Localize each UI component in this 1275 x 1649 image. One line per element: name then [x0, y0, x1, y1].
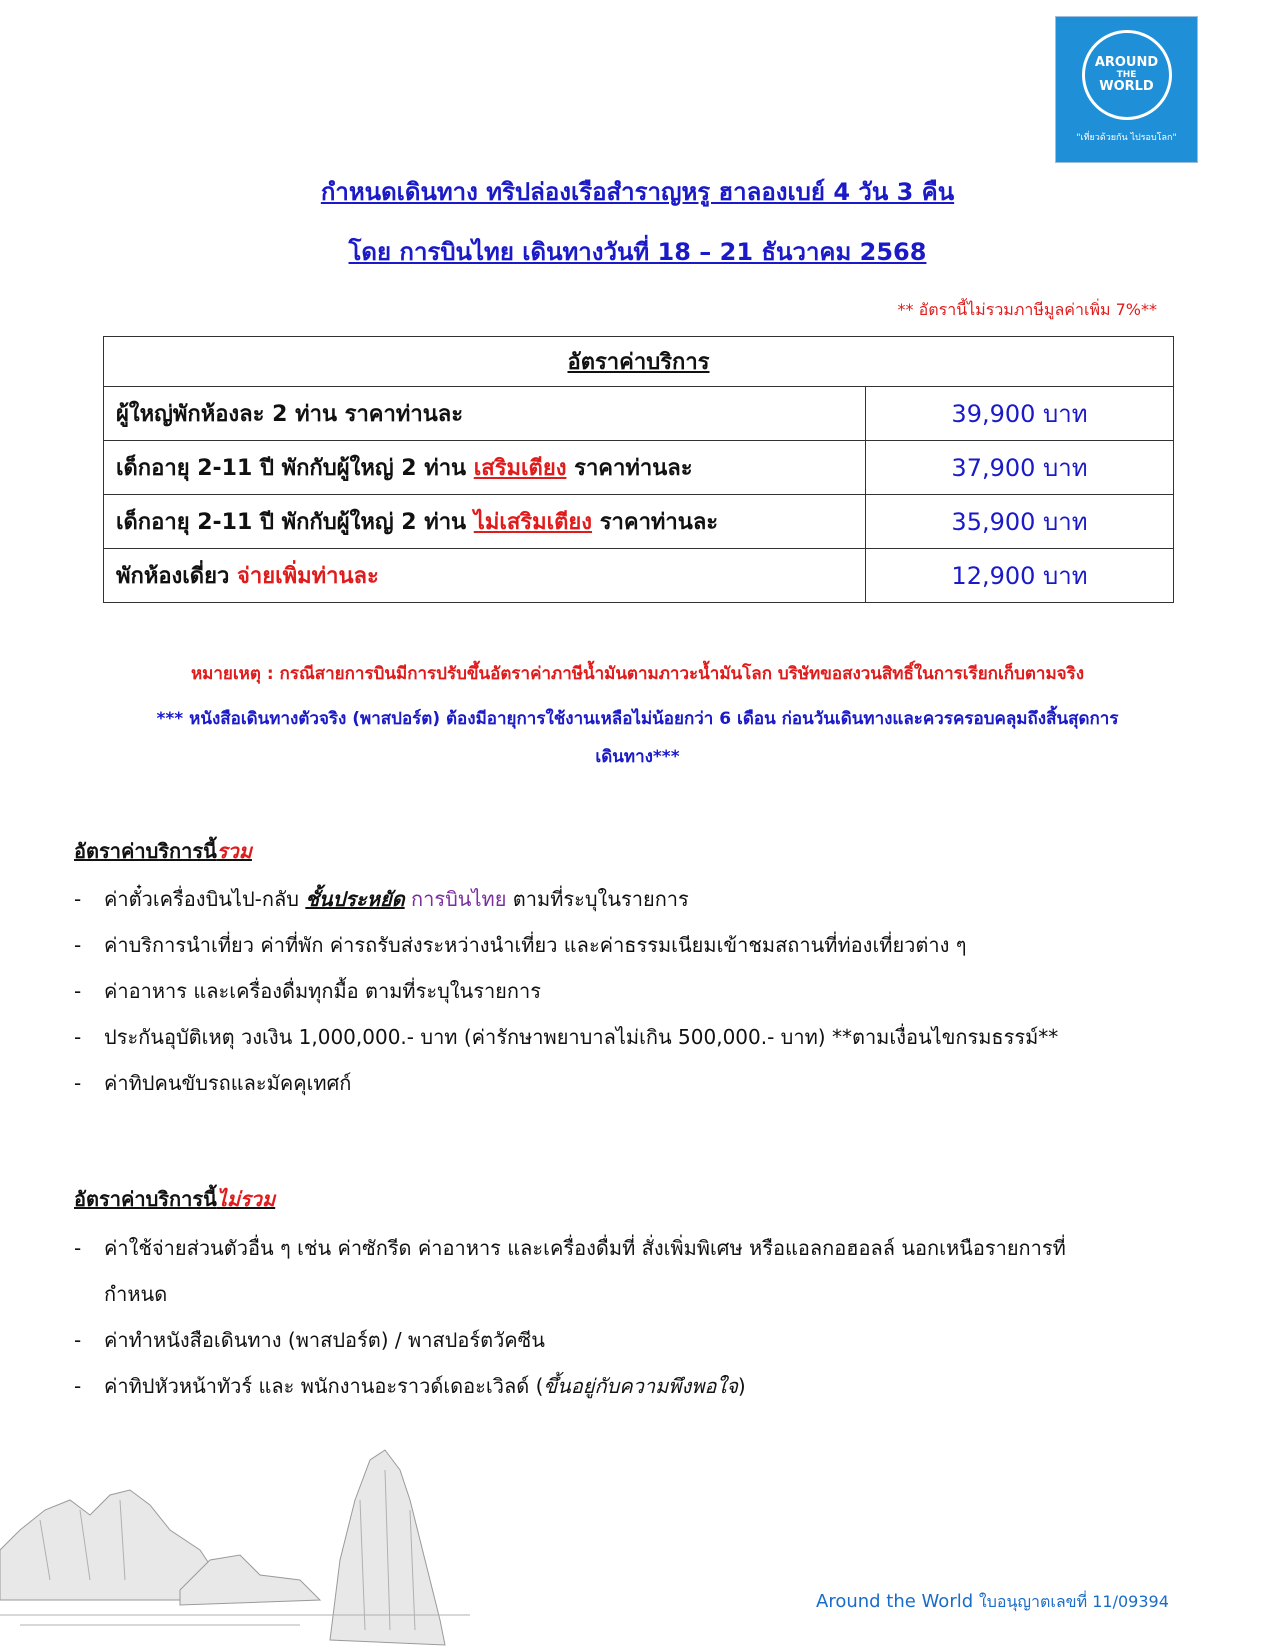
rate-row: [104, 441, 1174, 495]
excluded-heading: อัตราค่าบริการนี้ไม่รวม: [74, 1187, 276, 1211]
rate-label: เด็กอายุ 2-11 ปี พักกับผู้ใหญ่ 2 ท่าน ไม่เสริมเตียง ราคาท่านละ: [104, 495, 866, 549]
list-item: - ค่าใช้จ่ายส่วนตัวอื่น ๆ เช่น ค่าซักรีด ค่าอาหาร และเครื่องดื่มที่ สั่งเพิ่มพิเศษ หรือแอลกอฮอลล์ นอกเหนือรายการที่ กำหนด: [74, 1225, 1184, 1317]
rate-label: พักห้องเดี่ยว จ่ายเพิ่มท่านละ: [104, 549, 866, 603]
rates-header: อัตราค่าบริการ: [104, 337, 1174, 387]
rate-row: [104, 549, 1174, 603]
included-list: [74, 876, 1184, 1106]
rate-price: 37,900 บาท: [866, 441, 1174, 495]
page-title: กำหนดเดินทาง ทริปล่องเรือสำราญหรู ฮาลองเบย์ 4 วัน 3 คืน: [320, 178, 955, 206]
rate-row: [104, 495, 1174, 549]
list-item: - ค่าตั๋วเครื่องบินไป-กลับ ชั้นประหยัด การบินไทย ตามที่ระบุในรายการ: [74, 876, 1184, 922]
list-item: - ค่าทิปหัวหน้าทัวร์ และ พนักงานอะราวด์เดอะเวิลด์ (ขึ้นอยู่กับความพึงพอใจ): [74, 1363, 1184, 1409]
rate-label: เด็กอายุ 2-11 ปี พักกับผู้ใหญ่ 2 ท่าน เสริมเตียง ราคาท่านละ: [104, 441, 866, 495]
list-item: - ค่าอาหาร และเครื่องดื่มทุกมื้อ ตามที่ระบุในรายการ: [74, 968, 1184, 1014]
globe-icon: [1082, 30, 1172, 120]
footer-license: Around the World ใบอนุญาตเลขที่ 11/09394: [816, 1591, 1169, 1612]
logo-text-the: THE: [1116, 69, 1137, 80]
rate-label: ผู้ใหญ่พักห้องละ 2 ท่าน ราคาท่านละ: [104, 387, 866, 441]
rate-price: 39,900 บาท: [866, 387, 1174, 441]
logo-text-around: AROUND: [1094, 54, 1159, 70]
company-logo: [1055, 16, 1198, 163]
list-item: - ประกันอุบัติเหตุ วงเงิน 1,000,000.- บาท (ค่ารักษาพยาบาลไม่เกิน 500,000.- บาท) **ตามเงื่อนไขกรมธรรม์**: [74, 1014, 1184, 1060]
no-extra-bed-label: ไม่เสริมเตียง: [473, 510, 593, 535]
list-item: - ค่าทิปคนขับรถและมัคคุเทศก์: [74, 1060, 1184, 1106]
passport-remark: *** หนังสือเดินทางตัวจริง (พาสปอร์ต) ต้องมีอายุการใช้งานเหลือไม่น้อยกว่า 6 เดือน ก่อนวันเดินทางและควรครอบคลุมถึงสิ้นสุดการ เดินทาง***: [156, 709, 1119, 767]
list-item: - ค่าทำหนังสือเดินทาง (พาสปอร์ต) / พาสปอร์ตวัคซีน: [74, 1317, 1184, 1363]
page-subtitle: โดย การบินไทย เดินทางวันที่ 18 – 21 ธันวาคม 2568: [348, 238, 927, 266]
rate-price: 12,900 บาท: [866, 549, 1174, 603]
single-supplement-label: จ่ายเพิ่มท่านละ: [237, 564, 379, 589]
rates-table: [103, 336, 1174, 603]
logo-text-world: WORLD: [1099, 78, 1154, 94]
rate-price: 35,900 บาท: [866, 495, 1174, 549]
fuel-remark: หมายเหตุ : กรณีสายการบินมีการปรับขึ้นอัตราค่าภาษีน้ำมันตามภาวะน้ำมันโลก บริษัทขอสงวนสิทธิ์ในการเรียกเก็บตามจริง: [190, 664, 1085, 684]
included-heading: อัตราค่าบริการนี้รวม: [74, 839, 252, 863]
extra-bed-label: เสริมเตียง: [473, 456, 567, 481]
rate-row: [104, 387, 1174, 441]
rates-header-row: [104, 337, 1174, 387]
list-item: - ค่าบริการนำเที่ยว ค่าที่พัก ค่ารถรับส่งระหว่างนำเที่ยว และค่าธรรมเนียมเข้าชมสถานที่ท่องเที่ยวต่าง ๆ: [74, 922, 1184, 968]
logo-tagline: "เที่ยวด้วยกัน ไปรอบโลก": [1076, 132, 1177, 143]
excluded-list: [74, 1225, 1184, 1409]
vat-note: ** อัตรานี้ไม่รวมภาษีมูลค่าเพิ่ม 7%**: [897, 300, 1157, 319]
halong-bay-sketch-icon: [0, 1440, 470, 1649]
